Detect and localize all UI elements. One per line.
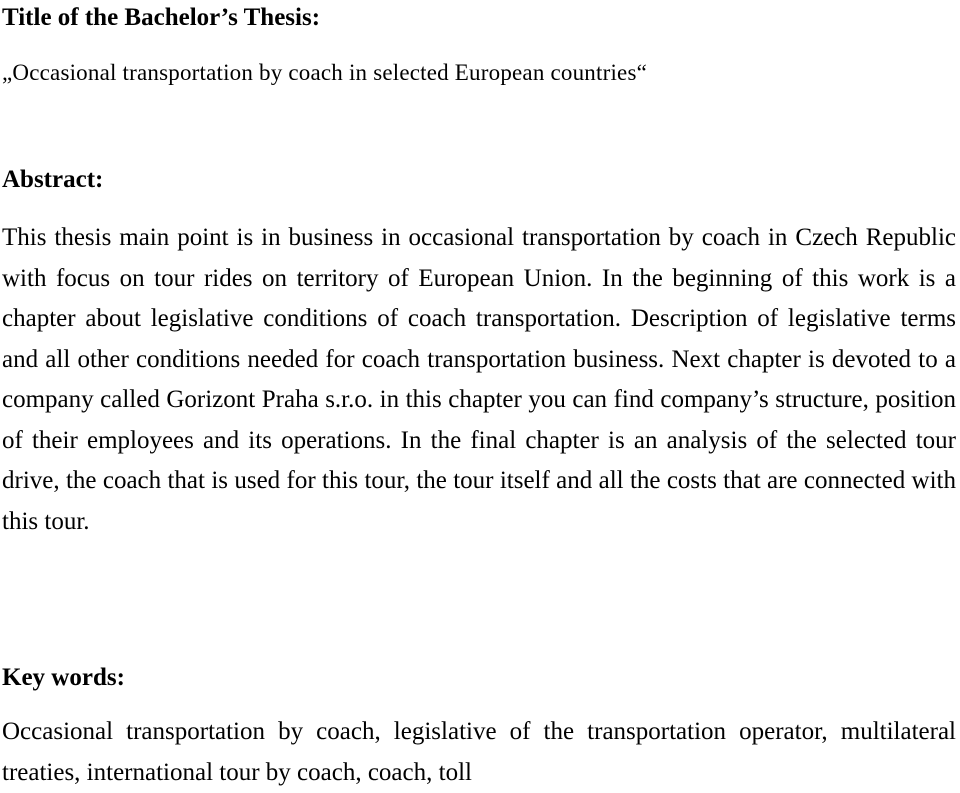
abstract-paragraph: This thesis main point is in business in occasional transportation by coach in Czech Republic with focus on tour rides on territory of European Union. In the beginning of this work is a chapter about legislative conditions of coach transportation. Description of legislative terms and all other conditions needed for coach transportation business. Next chapter is devoted to a company called Gorizont Praha s.r.o. in this chapter you can find company’s structure, position of their employees and its operations. In the final chapter is an analysis of the selected tour drive, the coach that is used for this tour, the tour itself and all the costs that are connected with this tour. <box>2 224 956 535</box>
thesis-title: „Occasional transportation by coach in selected European countries“ <box>2 60 648 85</box>
abstract-heading: Abstract: <box>2 166 104 193</box>
thesis-title-heading: Title of the Bachelor’s Thesis: <box>2 4 321 31</box>
keywords-heading: Key words: <box>2 664 125 691</box>
keywords-paragraph: Occasional transportation by coach, legislative of the transportation operator, multilateral treaties, international tour by coach, coach, toll <box>2 718 956 786</box>
